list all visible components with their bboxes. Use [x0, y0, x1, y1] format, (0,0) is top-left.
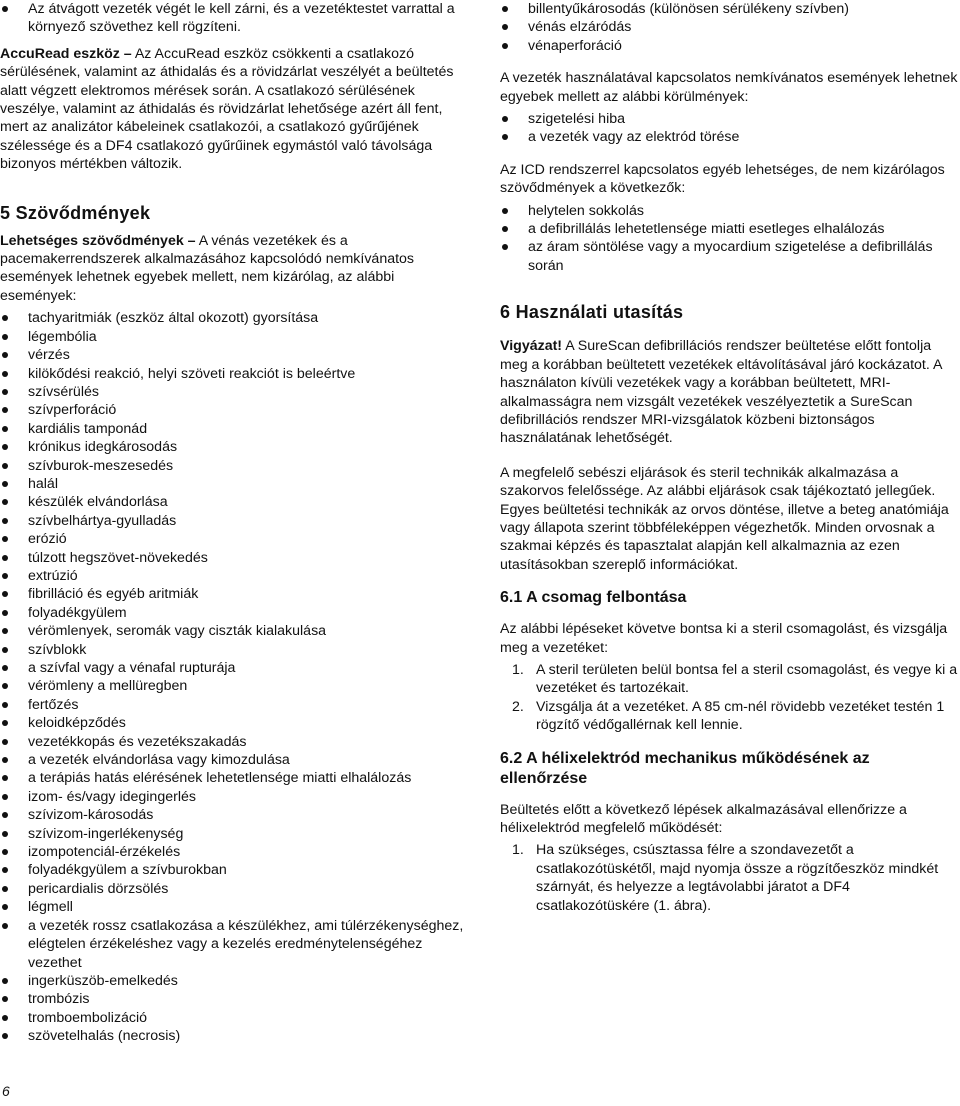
complications-intro [0, 232, 468, 306]
list-item: vezetékkopás és vezetékszakadás [0, 733, 468, 751]
warning-term: Vigyázat! [500, 338, 563, 355]
step-text: Ha szükséges, csúsztassa félre a szondavezetőt a csatlakozótüskétől, majd nyomja össze a rögzítőeszköz mindkét szárnyát, és helyezze a legtávolabbi járatot a DF4 csatlakozótüskére (1. ábra). [536, 842, 939, 914]
list-item: szívizom-károsodás [0, 806, 468, 824]
complications-list [0, 309, 468, 1045]
right-column [500, 0, 960, 915]
list-item: kardiális tamponád [0, 420, 468, 438]
list-item: fibrilláció és egyéb aritmiák [0, 585, 468, 603]
list-item: légmell [0, 898, 468, 916]
step-item [500, 841, 960, 915]
list-item: szívizom-ingerlékenység [0, 825, 468, 843]
list-item: tachyaritmiák (eszköz által okozott) gyorsítása [0, 309, 468, 327]
accuread-text-2: A csatlakozó sérülésének veszélye, valamint az áthidalás és rövidzárlat lehetősége azért áll fent, mert az analizátor kábeleinek csatlakozói, a csatlakozó gyűrűjének szélessége és a DF4 csatlakozó gyűrűinek egymástól való távolsága bizonyos mértékben változik. [0, 82, 443, 173]
complications-intro-text: A vénás vezetékek és a pacemakerrendszerek alkalmazásához kapcsolódó nemkívánatos események lehetnek egyebek mellett, nem kizárólag, az alábbi események: [0, 232, 415, 304]
list-item: a szívfal vagy a vénafal rupturája [0, 659, 468, 677]
list-item: az áram söntölése vagy a myocardium szigetelése a defibrillálás során [500, 238, 960, 275]
step-item [500, 698, 960, 735]
list-item: fertőzés [0, 696, 468, 714]
list-item: légembólia [0, 328, 468, 346]
icd-events-list [500, 202, 960, 276]
section-6-heading: 6 Használati utasítás [500, 302, 684, 323]
list-item: vérömlenyek, seromák vagy ciszták kialakulása [0, 622, 468, 640]
list-item: túlzott hegszövet-növekedés [0, 549, 468, 567]
step-number: 2. [512, 698, 524, 715]
accuread-text-1: Az AccuRead eszköz csökkenti a csatlakozó sérülésének, valamint az áthidalás és a rövidzárlat veszélyét a beültetés alatt végzett elektromos mérések során. [0, 45, 454, 99]
list-item: a defibrillálás lehetetlensége miatti esetleges elhalálozás [500, 220, 960, 238]
list-item: szigetelési hiba [500, 110, 960, 128]
list-item: folyadékgyülem [0, 604, 468, 622]
list-item: trombózis [0, 990, 468, 1008]
list-item: a vezeték vagy az elektród törése [500, 128, 960, 146]
list-item: a vezeték elvándorlása vagy kimozdulása [0, 751, 468, 769]
list-item: Az átvágott vezeték végét le kell zárni, és a vezetéktestet varrattal a környező szövethez kell rögzíteni. [0, 0, 468, 37]
list-item: vérömleny a mellüregben [0, 677, 468, 695]
section-6-2-heading: 6.2 A hélixelektród mechanikus működésének az ellenőrzése [500, 749, 870, 787]
list-item: halál [0, 475, 468, 493]
list-item: szívbelhártya-gyulladás [0, 512, 468, 530]
section-6-1-intro: Az alábbi lépéseket követve bontsa ki a steril csomagolást, és vizsgálja meg a vezetéket: [500, 621, 948, 656]
section-6-2-steps [500, 841, 960, 915]
section-6-1-heading: 6.1 A csomag felbontása [500, 589, 687, 607]
list-item: vérzés [0, 346, 468, 364]
warning-paragraph [500, 337, 960, 447]
list-item: vénás elzáródás [500, 18, 960, 36]
list-item: pericardialis dörzsölés [0, 880, 468, 898]
lead-events-list [500, 110, 960, 147]
page-number: 6 [2, 1083, 10, 1099]
list-item: a terápiás hatás elérésének lehetetlensége miatti elhalálozás [0, 769, 468, 787]
step-number: 1. [512, 842, 524, 859]
section-5-heading: 5 Szövődmények [0, 202, 151, 223]
surgical-paragraph: A megfelelő sebészi eljárások és steril technikák alkalmazása a szakorvos felelőssége. Az alábbi eljárások csak tájékoztató jellegűek. Egyes beültetési technikák az orvos döntése, illetve a beteg anatómiája vagy állapota szerint többféleképpen végezhetők. Minden orvosnak a szakmai képzés és tapasztalat alapján kell alkalmaznia az ezen utasításokban szereplő információkat. [500, 464, 949, 573]
accuread-paragraph [0, 45, 468, 174]
list-item: ingerküszöb-emelkedés [0, 972, 468, 990]
intro-bullet-list [0, 0, 468, 37]
list-item: kilökődési reakció, helyi szöveti reakciót is beleértve [0, 365, 468, 383]
list-item: szívblokk [0, 641, 468, 659]
complications-term: Lehetséges szövődmények – [0, 232, 196, 249]
icd-paragraph: Az ICD rendszerrel kapcsolatos egyéb lehetséges, de nem kizárólagos szövődmények a következők: [500, 161, 945, 197]
list-item: keloidképződés [0, 714, 468, 732]
list-item: izompotenciál-érzékelés [0, 843, 468, 861]
list-item: készülék elvándorlása [0, 493, 468, 511]
warning-text: A SureScan defibrillációs rendszer beültetése előtt fontolja meg a korábban beültetett vezetékek eltávolításával járó kockázatot. A használaton kívüli vezetékek vagy a korábban beültetett, MRI-alkalmasságra nem vizsgált vezetékek veszélyeztetik a SureScan defibrillációs rendszer MRI-vizsgálatok közbeni biztonságos használatának lehetőségét. [500, 338, 942, 447]
left-column [0, 0, 468, 1046]
list-item: a vezeték rossz csatlakozása a készülékhez, ami túlérzékenységhez, elégtelen érzékeléshez vagy a kezelés eredménytelenségéhez vezethet [0, 917, 468, 972]
accuread-term: AccuRead eszköz – [0, 45, 132, 62]
step-text: A steril területen belül bontsa fel a steril csomagolást, és vegye ki a vezetéket és tartozékait. [536, 661, 958, 697]
list-item: krónikus idegkárosodás [0, 438, 468, 456]
list-item: szívburok-meszesedés [0, 457, 468, 475]
step-text: Vizsgálja át a vezetéket. A 85 cm-nél rövidebb vezetéket testén 1 rögzítő védőgallérnak kell lennie. [536, 698, 945, 734]
list-item: folyadékgyülem a szívburokban [0, 861, 468, 879]
list-item: erózió [0, 530, 468, 548]
list-item: izom- és/vagy idegingerlés [0, 788, 468, 806]
step-item [500, 661, 960, 698]
section-6-2-intro: Beültetés előtt a következő lépések alkalmazásával ellenőrizze a hélixelektród megfelelő működését: [500, 801, 907, 836]
section-6-1-steps [500, 661, 960, 735]
list-item: billentyűkárosodás (különösen sérülékeny szívben) [500, 0, 960, 18]
complications-continued-list [500, 0, 960, 55]
list-item: szívsérülés [0, 383, 468, 401]
list-item: vénaperforáció [500, 37, 960, 55]
step-number: 1. [512, 661, 524, 678]
list-item: szívperforáció [0, 401, 468, 419]
lead-events-paragraph: A vezeték használatával kapcsolatos nemkívánatos események lehetnek egyebek mellett az alábbi körülmények: [500, 70, 958, 105]
list-item: tromboembolizáció [0, 1009, 468, 1027]
list-item: extrúzió [0, 567, 468, 585]
list-item: szövetelhalás (necrosis) [0, 1027, 468, 1045]
list-item: helytelen sokkolás [500, 202, 960, 220]
